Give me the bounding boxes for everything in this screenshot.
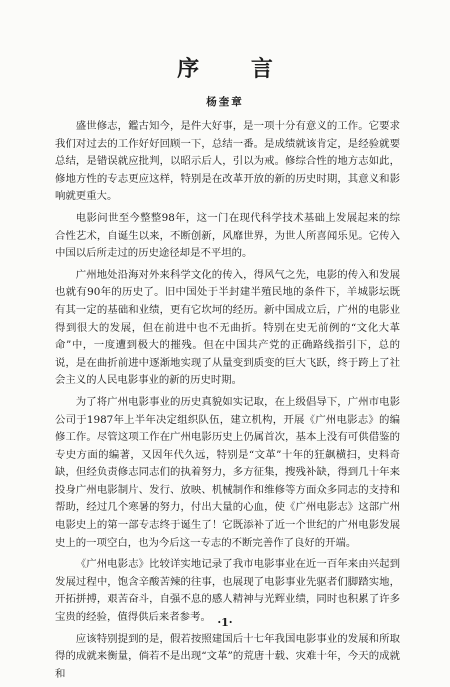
paragraph-3: 广州地处沿海对外来科学文化的传入，得风气之先，电影的传入和发展也就有90年的历史了。旧中国处于半封建半殖民地的条件下，羊城影坛既有其一定的基础和业绩，更有它坎坷的经历。新中国成立后，广州的电影业得到很大的发展，但在前进中也不无曲折。特别在史无前例的“文化大革命”中，一度遭到极大的摧残。但在中国共产党的正确路线指引下，总的说，是在曲折前进中逐渐地实现了从量变到质变的巨大飞跃，终于跨上了社会主义的人民电影事业的新的历史时期。 xyxy=(55,268,400,387)
paragraph-4: 为了将广州电影事业的历史真貌如实记取，在上级倡导下，广州市电影公司于1987年上半年决定组织队伍，建立机构，开展《广州电影志》的编修工作。尽管这项工作在广州电影历史上仍属首次，基本上没有可供借鉴的专史方面的编著，又因年代久远，特别是“文革”十年的狂飙横扫，史料奇缺，但经负责修志同志们的执着努力，多方征集，搜残补缺，得到几十年来投身广州电影制片、发行、放映、机械制作和维修等方面众多同志的支持和帮助，经过几个寒暑的努力，付出大量的心血，使《广州电影志》这部广州电影史上的第一部专志终于诞生了！它既添补了近一个世纪的广州电影发展史上的一项空白，也为今后这一专志的不断完善作了良好的开端。 xyxy=(55,395,400,549)
page-number: ·1· xyxy=(217,616,233,629)
paragraph-6: 应该特别提到的是，假若按照建国后十七年我国电影事业的发展和所取得的成就来衡量，倘若不是出现“文革”的荒唐十载、灾难十年，今天的成就和 xyxy=(55,632,400,680)
paragraph-5: 《广州电影志》比较详实地记录了我市电影事业在近一百年来由兴起到发展过程中，饱含辛酸苦辣的往事，也展现了电影事业先驱者们脚踏实地，开拓拼搏，艰苦奋斗，自强不息的感人精神与光辉业绩，同时也积累了许多宝贵的经验，值得供后来者参考。 xyxy=(55,558,400,624)
paragraph-2: 电影问世至今整整98年，这一门在现代科学技术基础上发展起来的综合性艺术，自诞生以来，不断创新，风靡世界，为世人所喜闻乐见。它传入中国以后所走过的历史途径却是不平坦的。 xyxy=(55,211,400,260)
body-text xyxy=(55,118,400,687)
paragraph-1: 盛世修志，鑑古知今，是件大好事，是一项十分有意义的工作。它要求我们对过去的工作好好回顾一下，总结一番。是成绩就该肯定，是经验就要总结，是错误就应批判，以昭示后人，引以为戒。修综合性的地方志如此，修地方性的专志更应这样，特别是在改革开放的新的历史时期，其意义和影响就更重大。 xyxy=(55,120,400,203)
author-name: 杨奎章 xyxy=(206,96,244,108)
page-title: 序 言 xyxy=(177,56,295,82)
